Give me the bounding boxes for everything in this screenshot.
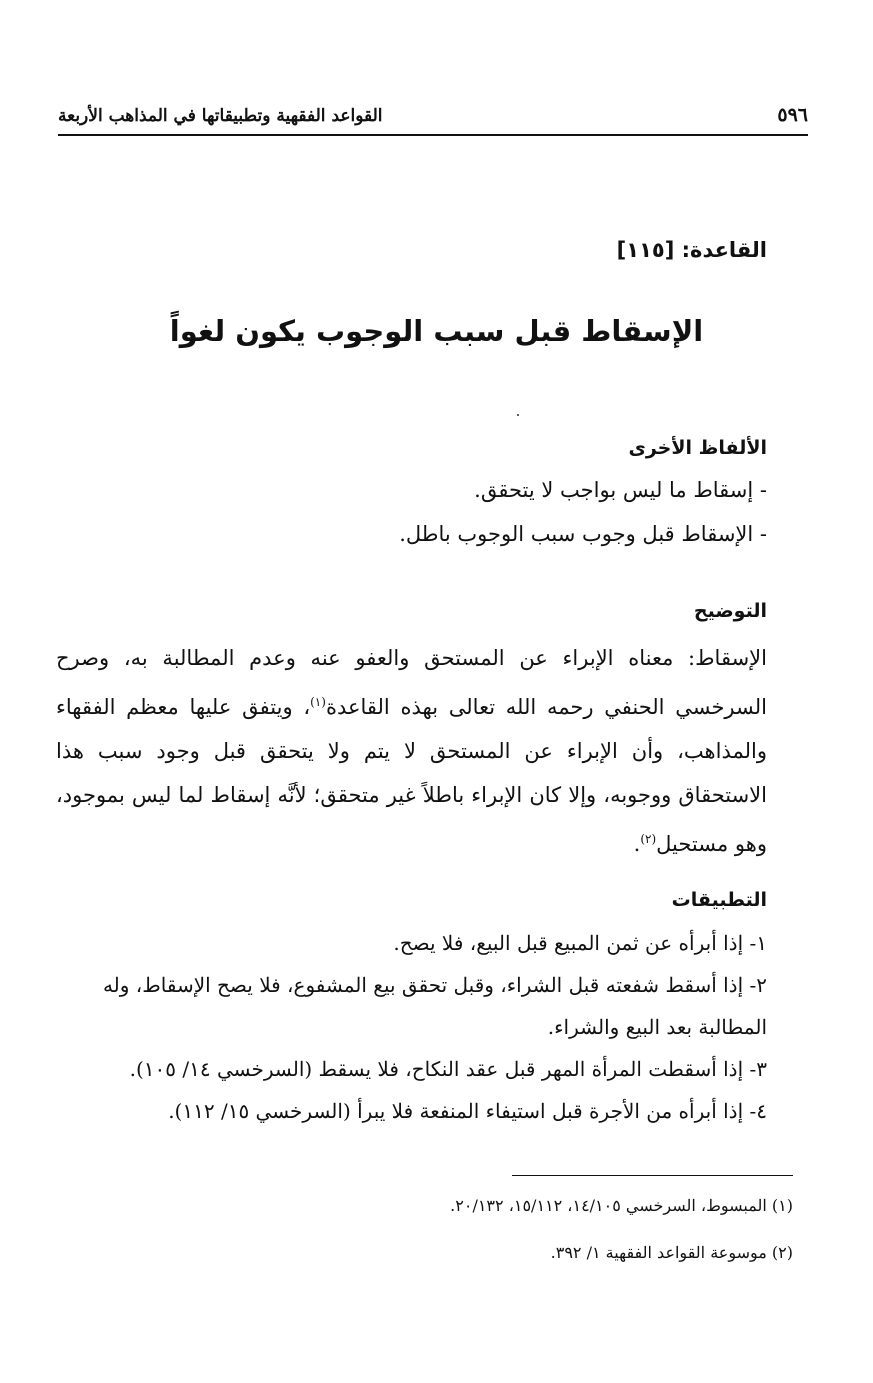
application-item: ٤- إذا أبرأه من الأجرة قبل استيفاء المنفعة فلا يبرأ (السرخسي ١٥/ ١١٢).	[168, 1099, 767, 1123]
explanation-heading: التوضيح	[693, 600, 767, 622]
alternative-item: - الإسقاط قبل وجوب سبب الوجوب باطل.	[399, 522, 767, 546]
explanation-text: الإسقاط: معناه الإبراء عن المستحق والعفو عنه وعدم المطالبة به، وصرح السرخسي الحنفي رحمه الله تعالى بهذه القاعدة	[56, 646, 767, 719]
footnote-separator	[512, 1175, 793, 1176]
applications-list	[56, 922, 767, 1132]
applications-heading: التطبيقات	[671, 889, 767, 911]
page-number: ٥٩٦	[777, 104, 808, 126]
explanation-paragraph	[56, 636, 767, 866]
running-title: القواعد الفقهية وتطبيقاتها في المذاهب الأربعة	[58, 106, 383, 126]
alternatives-heading: الألفاظ الأخرى	[628, 437, 767, 459]
rule-label: القاعدة: [١١٥]	[616, 238, 767, 262]
explanation-text: ، ويتفق عليها معظم الفقهاء والمذاهب، وأن الإبراء عن المستحق لا يتم ولا يتحقق قبل وجود سبب هذا الاستحقاق ووجوبه، وإلا كان الإبراء باطلاً غير متحقق؛ لأنَّه إسقاط لما ليس بموجود، وهو مستحيل	[56, 695, 767, 856]
explanation-text: .	[633, 832, 641, 856]
scan-speck	[517, 414, 519, 416]
application-item: ٣- إذا أسقطت المرأة المهر قبل عقد النكاح، فلا يسقط (السرخسي ١٤/ ١٠٥).	[129, 1057, 767, 1081]
footnote-ref: (١)	[310, 695, 326, 709]
page-header	[58, 98, 808, 136]
rule-title: الإسقاط قبل سبب الوجوب يكون لغواً	[169, 314, 704, 348]
footnote: (٢) موسوعة القواعد الفقهية ١/ ٣٩٢.	[550, 1243, 793, 1262]
footnote-ref: (٢)	[640, 832, 657, 846]
application-item: ٢- إذا أسقط شفعته قبل الشراء، وقبل تحقق بيع المشفوع، فلا يصح الإسقاط، وله المطالبة بعد البيع والشراء.	[102, 973, 767, 1039]
application-item: ١- إذا أبرأه عن ثمن المبيع قبل البيع، فلا يصح.	[393, 931, 767, 955]
alternative-item: - إسقاط ما ليس بواجب لا يتحقق.	[474, 478, 767, 502]
footnote: (١) المبسوط، السرخسي ١٤/١٠٥، ١٥/١١٢، ٢٠/١٣٢.	[450, 1196, 793, 1215]
